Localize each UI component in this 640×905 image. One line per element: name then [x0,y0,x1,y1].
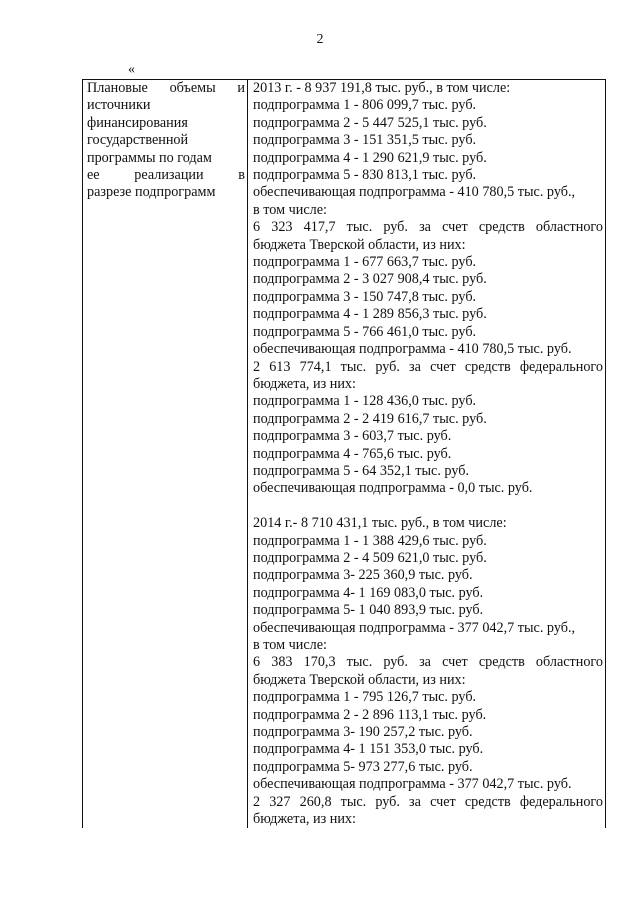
financing-line: бюджета, из них: [253,811,356,828]
table-row [83,80,606,829]
financing-line: подпрограмма 5- 973 277,6 тыс. руб. [253,758,473,775]
heading-cell [83,80,248,829]
financing-line: в том числе: [253,201,327,218]
financing-line: 6 323 417,7 тыс. руб. за счет средств областного [253,219,603,236]
heading-line: Плановые объемы и [87,80,245,96]
financing-line: обеспечивающая подпрограмма - 377 042,7 тыс. руб., [253,619,576,636]
heading-line: государственной [87,132,189,149]
financing-line: подпрограмма 3 - 151 351,5 тыс. руб. [253,132,477,149]
financing-line: обеспечивающая подпрограмма - 410 780,5 тыс. руб. [253,341,572,358]
financing-line: 2 327 260,8 тыс. руб. за счет средств федерального [253,793,603,810]
financing-line: подпрограмма 2 - 4 509 621,0 тыс. руб. [253,549,487,566]
financing-line: 2 613 774,1 тыс. руб. за счет средств федерального [253,358,603,375]
financing-line: бюджета Тверской области, из них: [253,671,466,688]
financing-line: подпрограмма 1 - 128 436,0 тыс. руб. [253,393,477,410]
financing-line: подпрограмма 3 - 150 747,8 тыс. руб. [253,288,477,305]
financing-line: подпрограмма 2 - 5 447 525,1 тыс. руб. [253,114,487,131]
opening-quote: « [128,62,135,77]
heading-line: финансирования [87,114,188,131]
page-number: 2 [316,32,324,47]
financing-line: обеспечивающая подпрограмма - 410 780,5 тыс. руб., [253,184,576,201]
financing-details [253,80,603,828]
financing-line: подпрограмма 1 - 806 099,7 тыс. руб. [253,97,477,114]
financing-line: 2014 г.- 8 710 431,1 тыс. руб., в том числе: [253,515,507,532]
financing-line: подпрограмма 5- 1 040 893,9 тыс. руб. [253,602,484,619]
financing-line: подпрограмма 5 - 830 813,1 тыс. руб. [253,167,477,184]
heading-line: ее реализации в [87,167,245,184]
heading-line: разрезе подпрограмм [87,184,216,201]
financing-line: 6 383 170,3 тыс. руб. за счет средств областного [253,654,603,671]
financing-table [82,79,606,828]
financing-line: подпрограмма 1 - 677 663,7 тыс. руб. [253,254,477,271]
financing-line: бюджета Тверской области, из них: [253,236,466,253]
financing-line: бюджета, из них: [253,375,356,392]
financing-line: подпрограмма 4 - 1 289 856,3 тыс. руб. [253,306,487,323]
financing-line: подпрограмма 3 - 603,7 тыс. руб. [253,428,452,445]
financing-line: подпрограмма 4 - 1 290 621,9 тыс. руб. [253,149,487,166]
financing-line: подпрограмма 4- 1 151 353,0 тыс. руб. [253,741,484,758]
financing-line: подпрограмма 3- 190 257,2 тыс. руб. [253,724,473,741]
heading-line: источники [87,97,151,114]
financing-line: подпрограмма 4 - 765,6 тыс. руб. [253,445,452,462]
financing-line: подпрограмма 1 - 1 388 429,6 тыс. руб. [253,532,487,549]
financing-line: подпрограмма 2 - 2 419 616,7 тыс. руб. [253,410,487,427]
financing-line: подпрограмма 5 - 64 352,1 тыс. руб. [253,462,470,479]
financing-line: подпрограмма 5 - 766 461,0 тыс. руб. [253,323,477,340]
financing-line: подпрограмма 3- 225 360,9 тыс. руб. [253,567,473,584]
financing-line: подпрограмма 4- 1 169 083,0 тыс. руб. [253,584,484,601]
financing-line: в том числе: [253,636,327,653]
heading-line: программы по годам [87,149,212,166]
financing-line: 2013 г. - 8 937 191,8 тыс. руб., в том числе: [253,80,511,96]
heading-text [87,80,245,202]
block-spacer [253,498,603,515]
financing-line: подпрограмма 2 - 2 896 113,1 тыс. руб. [253,706,487,723]
financing-line: обеспечивающая подпрограмма - 0,0 тыс. руб. [253,480,533,497]
financing-details-cell [248,80,606,829]
financing-line: подпрограмма 1 - 795 126,7 тыс. руб. [253,689,477,706]
financing-line: подпрограмма 2 - 3 027 908,4 тыс. руб. [253,271,487,288]
financing-line: обеспечивающая подпрограмма - 377 042,7 тыс. руб. [253,776,572,793]
